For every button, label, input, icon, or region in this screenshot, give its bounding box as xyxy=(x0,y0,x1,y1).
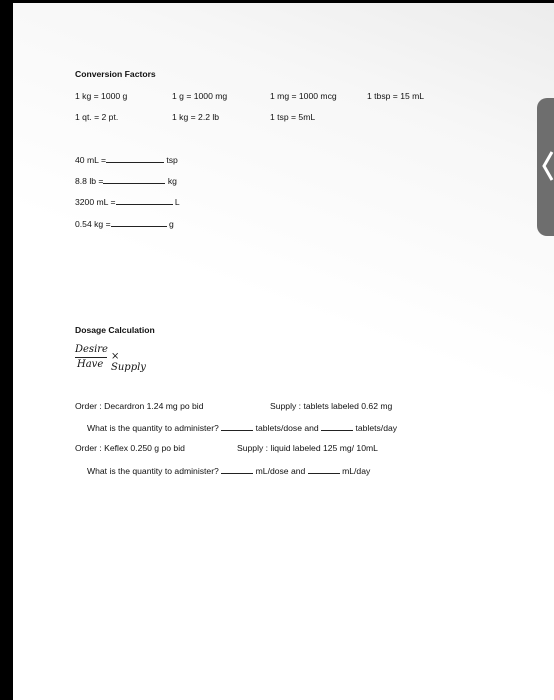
exercise-prompt: 8.8 lb = xyxy=(75,176,104,186)
exercise-row xyxy=(75,154,178,166)
exercise-unit: kg xyxy=(167,176,177,186)
formula-numerator: Desire xyxy=(75,344,108,355)
exercise-unit: L xyxy=(174,197,180,207)
conversion-factor: 1 kg = 2.2 lb xyxy=(172,112,220,122)
conversion-factor: 1 g = 1000 mg xyxy=(172,91,228,101)
exercise-unit: g xyxy=(169,219,174,229)
answer-blank[interactable] xyxy=(308,465,340,474)
exercise-row xyxy=(75,175,177,187)
unit-label: tablets/dose and xyxy=(255,423,319,433)
answer-blank[interactable] xyxy=(111,218,167,227)
question-text: What is the quantity to administer? xyxy=(87,466,219,476)
unit-label: tablets/day xyxy=(355,423,398,433)
formula-denominator: Have xyxy=(77,359,104,370)
conversion-heading: Conversion Factors xyxy=(75,69,156,79)
fraction-bar xyxy=(75,357,107,358)
answer-blank[interactable] xyxy=(221,465,253,474)
conversion-factor: 1 qt. = 2 pt. xyxy=(75,112,119,122)
formula-multiplier: × Supply xyxy=(111,351,146,373)
side-panel-tab[interactable] xyxy=(537,98,554,236)
conversion-factor: 1 tbsp = 15 mL xyxy=(367,91,425,101)
order-2: Order : Keflex 0.250 g po bid xyxy=(75,443,185,453)
question-text: What is the quantity to administer? xyxy=(87,423,219,433)
question-2 xyxy=(87,465,370,477)
conversion-factor: 1 mg = 1000 mcg xyxy=(270,91,337,101)
exercise-row xyxy=(75,218,174,230)
exercise-prompt: 0.54 kg = xyxy=(75,219,111,229)
exercise-prompt: 40 mL = xyxy=(75,155,106,165)
answer-blank[interactable] xyxy=(116,196,173,205)
unit-label: mL/dose and xyxy=(255,466,306,476)
answer-blank[interactable] xyxy=(106,154,164,163)
supply-2: Supply : liquid labeled 125 mg/ 10mL xyxy=(237,443,378,453)
conversion-factor: 1 tsp = 5mL xyxy=(270,112,316,122)
answer-blank[interactable] xyxy=(221,422,253,431)
exercise-prompt: 3200 mL = xyxy=(75,197,116,207)
exercise-unit: tsp xyxy=(166,155,178,165)
supply-1: Supply : tablets labeled 0.62 mg xyxy=(270,401,393,411)
answer-blank[interactable] xyxy=(321,422,353,431)
unit-label: mL/day xyxy=(342,466,371,476)
dosage-heading: Dosage Calculation xyxy=(75,325,155,335)
answer-blank[interactable] xyxy=(103,175,165,184)
chevron-left-icon xyxy=(541,150,554,182)
question-1 xyxy=(87,422,397,434)
conversion-factor: 1 kg = 1000 g xyxy=(75,91,128,101)
order-1: Order : Decardron 1.24 mg po bid xyxy=(75,401,204,411)
exercise-row xyxy=(75,196,180,208)
